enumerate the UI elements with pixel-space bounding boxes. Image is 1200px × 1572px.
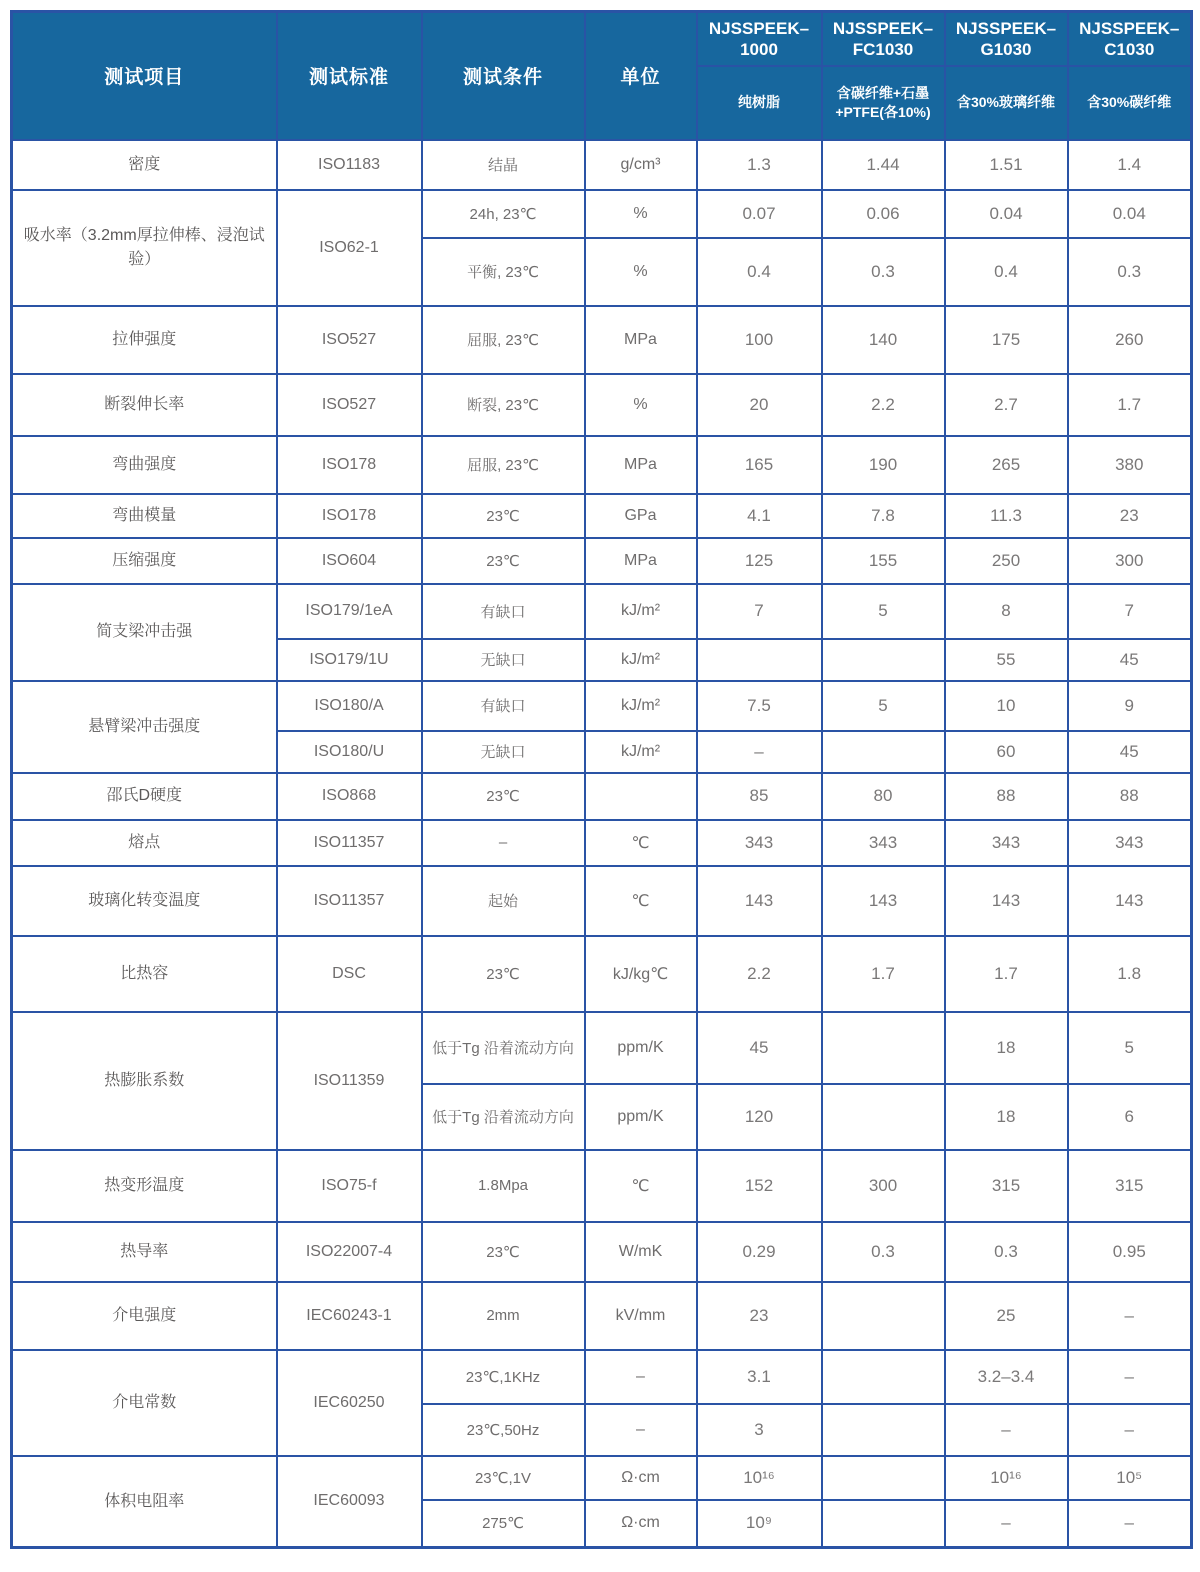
value-cell: 9 bbox=[1068, 681, 1192, 731]
value-cell: 45 bbox=[1068, 731, 1192, 773]
value-cell: 1.7 bbox=[822, 936, 945, 1012]
table-row bbox=[12, 1222, 1192, 1282]
standard-cell: ISO179/1eA bbox=[277, 584, 422, 639]
value-cell: 2.7 bbox=[945, 374, 1068, 436]
standard-cell: ISO868 bbox=[277, 773, 422, 820]
product-name-header-fc1030: NJSSPEEK–FC1030 bbox=[822, 12, 945, 66]
value-cell: 8 bbox=[945, 584, 1068, 639]
value-cell: 190 bbox=[822, 436, 945, 494]
value-cell bbox=[822, 1456, 945, 1500]
item-cell: 拉伸强度 bbox=[12, 306, 277, 374]
value-cell: 5 bbox=[822, 584, 945, 639]
condition-cell: 2mm bbox=[422, 1282, 585, 1350]
unit-cell: Ω·cm bbox=[585, 1500, 697, 1548]
value-cell: 18 bbox=[945, 1084, 1068, 1150]
table-row bbox=[12, 140, 1192, 190]
table-row bbox=[12, 494, 1192, 538]
spec-table bbox=[10, 10, 1193, 1549]
item-cell: 邵氏D硬度 bbox=[12, 773, 277, 820]
value-cell bbox=[822, 1500, 945, 1548]
condition-cell: 屈服, 23℃ bbox=[422, 306, 585, 374]
table-row bbox=[12, 820, 1192, 866]
value-cell: 10¹⁶ bbox=[697, 1456, 822, 1500]
table-row bbox=[12, 1456, 1192, 1500]
unit-cell: ℃ bbox=[585, 820, 697, 866]
condition-cell: 23℃,50Hz bbox=[422, 1404, 585, 1456]
col-header-unit: 单位 bbox=[585, 12, 697, 140]
unit-cell: GPa bbox=[585, 494, 697, 538]
condition-cell: 23℃ bbox=[422, 936, 585, 1012]
product-desc-header-1000: 纯树脂 bbox=[697, 66, 822, 140]
value-cell: 165 bbox=[697, 436, 822, 494]
value-cell: 315 bbox=[1068, 1150, 1192, 1222]
value-cell bbox=[822, 1012, 945, 1084]
item-cell: 密度 bbox=[12, 140, 277, 190]
value-cell: – bbox=[945, 1500, 1068, 1548]
value-cell: 1.4 bbox=[1068, 140, 1192, 190]
value-cell: 0.4 bbox=[945, 238, 1068, 306]
value-cell: 4.1 bbox=[697, 494, 822, 538]
item-cell: 弯曲模量 bbox=[12, 494, 277, 538]
standard-cell: ISO178 bbox=[277, 494, 422, 538]
item-cell: 简支梁冲击强 bbox=[12, 584, 277, 681]
value-cell: 1.51 bbox=[945, 140, 1068, 190]
unit-cell: – bbox=[585, 1404, 697, 1456]
table-row bbox=[12, 936, 1192, 1012]
value-cell: 45 bbox=[1068, 639, 1192, 681]
value-cell bbox=[822, 1084, 945, 1150]
spec-table-body bbox=[12, 140, 1192, 1548]
value-cell: 260 bbox=[1068, 306, 1192, 374]
item-cell: 比热容 bbox=[12, 936, 277, 1012]
value-cell: 10⁹ bbox=[697, 1500, 822, 1548]
unit-cell: Ω·cm bbox=[585, 1456, 697, 1500]
table-row bbox=[12, 436, 1192, 494]
standard-cell: IEC60093 bbox=[277, 1456, 422, 1548]
value-cell: 6 bbox=[1068, 1084, 1192, 1150]
value-cell: 3 bbox=[697, 1404, 822, 1456]
condition-cell: 无缺口 bbox=[422, 731, 585, 773]
table-row bbox=[12, 1150, 1192, 1222]
value-cell: 1.3 bbox=[697, 140, 822, 190]
condition-cell: 有缺口 bbox=[422, 681, 585, 731]
value-cell: 80 bbox=[822, 773, 945, 820]
item-cell: 体积电阻率 bbox=[12, 1456, 277, 1548]
standard-cell: ISO178 bbox=[277, 436, 422, 494]
unit-cell: W/mK bbox=[585, 1222, 697, 1282]
standard-cell: IEC60243-1 bbox=[277, 1282, 422, 1350]
value-cell: 143 bbox=[822, 866, 945, 936]
item-cell: 压缩强度 bbox=[12, 538, 277, 584]
product-desc-header-g1030: 含30%玻璃纤维 bbox=[945, 66, 1068, 140]
table-row bbox=[12, 1350, 1192, 1404]
value-cell: 155 bbox=[822, 538, 945, 584]
condition-cell: 起始 bbox=[422, 866, 585, 936]
value-cell: 3.2–3.4 bbox=[945, 1350, 1068, 1404]
value-cell: – bbox=[1068, 1282, 1192, 1350]
unit-cell: % bbox=[585, 238, 697, 306]
value-cell: 0.07 bbox=[697, 190, 822, 238]
condition-cell: 屈服, 23℃ bbox=[422, 436, 585, 494]
value-cell: 0.04 bbox=[1068, 190, 1192, 238]
item-cell: 热膨胀系数 bbox=[12, 1012, 277, 1150]
value-cell: – bbox=[1068, 1500, 1192, 1548]
value-cell: 18 bbox=[945, 1012, 1068, 1084]
condition-cell: 23℃ bbox=[422, 773, 585, 820]
col-header-item: 测试项目 bbox=[12, 12, 277, 140]
item-cell: 断裂伸长率 bbox=[12, 374, 277, 436]
value-cell: 7 bbox=[1068, 584, 1192, 639]
table-row bbox=[12, 773, 1192, 820]
value-cell: 5 bbox=[822, 681, 945, 731]
product-desc-header-c1030: 含30%碳纤维 bbox=[1068, 66, 1192, 140]
table-row bbox=[12, 681, 1192, 731]
value-cell: 7 bbox=[697, 584, 822, 639]
value-cell: 10 bbox=[945, 681, 1068, 731]
value-cell: 300 bbox=[822, 1150, 945, 1222]
condition-cell: 23℃ bbox=[422, 1222, 585, 1282]
item-cell: 热导率 bbox=[12, 1222, 277, 1282]
value-cell bbox=[822, 1282, 945, 1350]
value-cell: – bbox=[1068, 1404, 1192, 1456]
value-cell: 100 bbox=[697, 306, 822, 374]
unit-cell: g/cm³ bbox=[585, 140, 697, 190]
standard-cell: ISO11359 bbox=[277, 1012, 422, 1150]
value-cell: 85 bbox=[697, 773, 822, 820]
value-cell: 1.7 bbox=[1068, 374, 1192, 436]
header-row-names bbox=[12, 12, 1192, 66]
unit-cell: kJ/m² bbox=[585, 681, 697, 731]
condition-cell: 23℃ bbox=[422, 538, 585, 584]
value-cell: 343 bbox=[697, 820, 822, 866]
value-cell: 23 bbox=[697, 1282, 822, 1350]
standard-cell: ISO62-1 bbox=[277, 190, 422, 306]
value-cell: 343 bbox=[945, 820, 1068, 866]
condition-cell: 23℃,1KHz bbox=[422, 1350, 585, 1404]
value-cell: 1.44 bbox=[822, 140, 945, 190]
unit-cell: MPa bbox=[585, 436, 697, 494]
table-row bbox=[12, 190, 1192, 238]
value-cell: 250 bbox=[945, 538, 1068, 584]
value-cell bbox=[822, 1350, 945, 1404]
value-cell: 300 bbox=[1068, 538, 1192, 584]
value-cell: 10¹⁶ bbox=[945, 1456, 1068, 1500]
unit-cell: kV/mm bbox=[585, 1282, 697, 1350]
value-cell: 11.3 bbox=[945, 494, 1068, 538]
unit-cell bbox=[585, 773, 697, 820]
item-cell: 热变形温度 bbox=[12, 1150, 277, 1222]
value-cell bbox=[822, 1404, 945, 1456]
product-desc-header-fc1030: 含碳纤维+石墨+PTFE(各10%) bbox=[822, 66, 945, 140]
standard-cell: ISO1183 bbox=[277, 140, 422, 190]
condition-cell: 有缺口 bbox=[422, 584, 585, 639]
value-cell: 20 bbox=[697, 374, 822, 436]
value-cell: 60 bbox=[945, 731, 1068, 773]
value-cell: 140 bbox=[822, 306, 945, 374]
unit-cell: kJ/m² bbox=[585, 584, 697, 639]
standard-cell: ISO22007-4 bbox=[277, 1222, 422, 1282]
table-row bbox=[12, 1282, 1192, 1350]
value-cell bbox=[822, 639, 945, 681]
value-cell: 23 bbox=[1068, 494, 1192, 538]
value-cell: 0.29 bbox=[697, 1222, 822, 1282]
value-cell: 175 bbox=[945, 306, 1068, 374]
value-cell: 7.5 bbox=[697, 681, 822, 731]
standard-cell: ISO75-f bbox=[277, 1150, 422, 1222]
value-cell: 88 bbox=[1068, 773, 1192, 820]
standard-cell: ISO180/U bbox=[277, 731, 422, 773]
condition-cell: 断裂, 23℃ bbox=[422, 374, 585, 436]
unit-cell: kJ/m² bbox=[585, 731, 697, 773]
value-cell: – bbox=[697, 731, 822, 773]
value-cell: 7.8 bbox=[822, 494, 945, 538]
item-cell: 介电强度 bbox=[12, 1282, 277, 1350]
value-cell: – bbox=[1068, 1350, 1192, 1404]
condition-cell: 1.8Mpa bbox=[422, 1150, 585, 1222]
item-cell: 悬臂梁冲击强度 bbox=[12, 681, 277, 773]
table-row bbox=[12, 866, 1192, 936]
condition-cell: 275℃ bbox=[422, 1500, 585, 1548]
value-cell: 0.04 bbox=[945, 190, 1068, 238]
value-cell: 315 bbox=[945, 1150, 1068, 1222]
value-cell: 125 bbox=[697, 538, 822, 584]
unit-cell: MPa bbox=[585, 306, 697, 374]
condition-cell: 23℃ bbox=[422, 494, 585, 538]
value-cell: 2.2 bbox=[697, 936, 822, 1012]
value-cell: 0.3 bbox=[822, 238, 945, 306]
unit-cell: – bbox=[585, 1350, 697, 1404]
value-cell: 0.3 bbox=[1068, 238, 1192, 306]
table-row bbox=[12, 584, 1192, 639]
value-cell: 152 bbox=[697, 1150, 822, 1222]
value-cell bbox=[822, 731, 945, 773]
value-cell: 380 bbox=[1068, 436, 1192, 494]
value-cell: 0.06 bbox=[822, 190, 945, 238]
value-cell: 143 bbox=[697, 866, 822, 936]
condition-cell: 平衡, 23℃ bbox=[422, 238, 585, 306]
unit-cell: MPa bbox=[585, 538, 697, 584]
value-cell: 25 bbox=[945, 1282, 1068, 1350]
standard-cell: ISO11357 bbox=[277, 866, 422, 936]
condition-cell: 低于Tg 沿着流动方向 bbox=[422, 1012, 585, 1084]
standard-cell: ISO179/1U bbox=[277, 639, 422, 681]
unit-cell: ℃ bbox=[585, 866, 697, 936]
value-cell: 45 bbox=[697, 1012, 822, 1084]
value-cell bbox=[697, 639, 822, 681]
table-row bbox=[12, 538, 1192, 584]
condition-cell: 结晶 bbox=[422, 140, 585, 190]
value-cell: 88 bbox=[945, 773, 1068, 820]
condition-cell: 24h, 23℃ bbox=[422, 190, 585, 238]
col-header-condition: 测试条件 bbox=[422, 12, 585, 140]
item-cell: 弯曲强度 bbox=[12, 436, 277, 494]
value-cell: 0.3 bbox=[822, 1222, 945, 1282]
value-cell: 0.4 bbox=[697, 238, 822, 306]
value-cell: 1.8 bbox=[1068, 936, 1192, 1012]
value-cell: 143 bbox=[1068, 866, 1192, 936]
condition-cell: 无缺口 bbox=[422, 639, 585, 681]
value-cell: 5 bbox=[1068, 1012, 1192, 1084]
standard-cell: ISO604 bbox=[277, 538, 422, 584]
item-cell: 吸水率（3.2mm厚拉伸棒、浸泡试验） bbox=[12, 190, 277, 306]
value-cell: 10⁵ bbox=[1068, 1456, 1192, 1500]
col-header-standard: 测试标准 bbox=[277, 12, 422, 140]
standard-cell: ISO527 bbox=[277, 374, 422, 436]
value-cell: – bbox=[945, 1404, 1068, 1456]
product-name-header-g1030: NJSSPEEK–G1030 bbox=[945, 12, 1068, 66]
condition-cell: 低于Tg 沿着流动方向 bbox=[422, 1084, 585, 1150]
condition-cell: 23℃,1V bbox=[422, 1456, 585, 1500]
unit-cell: ppm/K bbox=[585, 1012, 697, 1084]
unit-cell: ℃ bbox=[585, 1150, 697, 1222]
product-name-header-c1030: NJSSPEEK–C1030 bbox=[1068, 12, 1192, 66]
condition-cell: – bbox=[422, 820, 585, 866]
value-cell: 143 bbox=[945, 866, 1068, 936]
spec-table-header bbox=[12, 12, 1192, 140]
value-cell: 265 bbox=[945, 436, 1068, 494]
unit-cell: kJ/kg℃ bbox=[585, 936, 697, 1012]
unit-cell: kJ/m² bbox=[585, 639, 697, 681]
unit-cell: % bbox=[585, 374, 697, 436]
value-cell: 3.1 bbox=[697, 1350, 822, 1404]
standard-cell: ISO527 bbox=[277, 306, 422, 374]
item-cell: 玻璃化转变温度 bbox=[12, 866, 277, 936]
value-cell: 120 bbox=[697, 1084, 822, 1150]
product-name-header-1000: NJSSPEEK–1000 bbox=[697, 12, 822, 66]
item-cell: 介电常数 bbox=[12, 1350, 277, 1456]
value-cell: 2.2 bbox=[822, 374, 945, 436]
standard-cell: IEC60250 bbox=[277, 1350, 422, 1456]
unit-cell: ppm/K bbox=[585, 1084, 697, 1150]
value-cell: 55 bbox=[945, 639, 1068, 681]
value-cell: 343 bbox=[822, 820, 945, 866]
table-row bbox=[12, 1012, 1192, 1084]
standard-cell: ISO180/A bbox=[277, 681, 422, 731]
standard-cell: DSC bbox=[277, 936, 422, 1012]
table-row bbox=[12, 306, 1192, 374]
value-cell: 343 bbox=[1068, 820, 1192, 866]
value-cell: 1.7 bbox=[945, 936, 1068, 1012]
item-cell: 熔点 bbox=[12, 820, 277, 866]
unit-cell: % bbox=[585, 190, 697, 238]
value-cell: 0.3 bbox=[945, 1222, 1068, 1282]
value-cell: 0.95 bbox=[1068, 1222, 1192, 1282]
table-row bbox=[12, 374, 1192, 436]
standard-cell: ISO11357 bbox=[277, 820, 422, 866]
